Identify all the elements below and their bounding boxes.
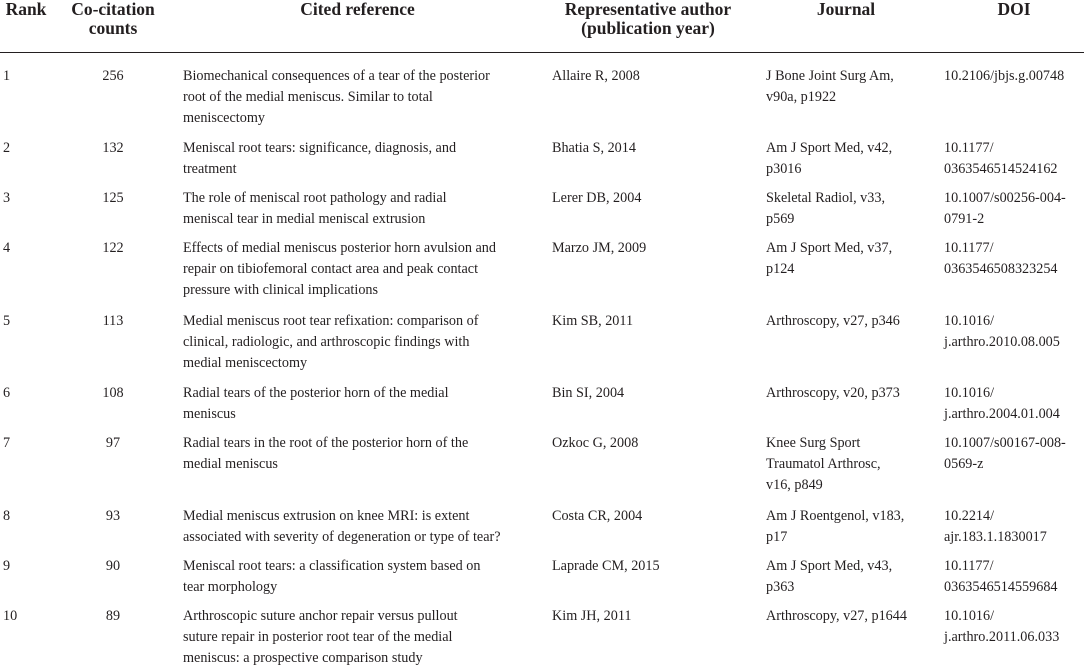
journal-cell bbox=[766, 606, 936, 627]
reference-cell-line: associated with severity of degeneration or type of tear? bbox=[183, 529, 501, 545]
journal-cell bbox=[766, 138, 936, 180]
journal-cell-line: Am J Sport Med, v43, bbox=[766, 558, 893, 574]
doi-cell bbox=[944, 506, 1082, 548]
journal-cell-line: Am J Roentgenol, v183, bbox=[766, 508, 905, 524]
journal-cell bbox=[766, 556, 936, 598]
journal-cell bbox=[766, 238, 936, 280]
reference-cell-line: clinical, radiologic, and arthroscopic findings with bbox=[183, 334, 470, 350]
author-cell: Allaire R, 2008 bbox=[552, 68, 640, 84]
reference-cell bbox=[183, 433, 535, 475]
header-rank: Rank bbox=[5, 0, 47, 19]
counts-cell: 256 bbox=[102, 68, 124, 84]
doi-cell-line: j.arthro.2004.01.004 bbox=[944, 406, 1060, 422]
doi-cell-line: 0363546508323254 bbox=[944, 261, 1058, 277]
counts-cell: 132 bbox=[102, 140, 124, 156]
doi-cell-line: 10.1177/ bbox=[944, 558, 994, 574]
reference-cell bbox=[183, 238, 535, 301]
doi-cell-line: 10.1007/s00256-004- bbox=[944, 190, 1066, 206]
reference-cell bbox=[183, 66, 535, 129]
author-cell: Kim JH, 2011 bbox=[552, 608, 632, 624]
header-author: Representative author (publication year) bbox=[564, 0, 732, 38]
reference-cell bbox=[183, 383, 535, 425]
reference-cell-line: The role of meniscal root pathology and radial bbox=[183, 190, 447, 206]
doi-cell-line: 10.1177/ bbox=[944, 140, 994, 156]
reference-cell bbox=[183, 606, 535, 669]
doi-cell-line: 10.1177/ bbox=[944, 240, 994, 256]
doi-cell-line: 10.1016/ bbox=[944, 385, 995, 401]
author-cell: Marzo JM, 2009 bbox=[552, 240, 647, 256]
reference-cell-line: Effects of medial meniscus posterior horn avulsion and bbox=[183, 240, 496, 256]
reference-cell-line: Radial tears in the root of the posterior horn of the bbox=[183, 435, 469, 451]
journal-cell-line: Knee Surg Sport bbox=[766, 435, 861, 451]
reference-cell-line: medial meniscus bbox=[183, 456, 278, 472]
journal-cell-line: p363 bbox=[766, 579, 795, 595]
reference-cell-line: Biomechanical consequences of a tear of the posterior bbox=[183, 68, 490, 84]
table-header bbox=[0, 0, 1084, 50]
counts-cell: 90 bbox=[105, 558, 121, 574]
doi-cell-line: 0363546514524162 bbox=[944, 161, 1058, 177]
reference-cell-line: Medial meniscus extrusion on knee MRI: is extent bbox=[183, 508, 470, 524]
journal-cell-line: v90a, p1922 bbox=[766, 89, 837, 105]
reference-cell-line: tear morphology bbox=[183, 579, 278, 595]
reference-cell bbox=[183, 556, 535, 598]
journal-cell-line: Am J Sport Med, v37, bbox=[766, 240, 893, 256]
journal-cell-line: Am J Sport Med, v42, bbox=[766, 140, 893, 156]
counts-cell: 108 bbox=[102, 385, 124, 401]
journal-cell-line: p569 bbox=[766, 211, 795, 227]
journal-cell-line: p3016 bbox=[766, 161, 802, 177]
journal-cell-line: p124 bbox=[766, 261, 795, 277]
reference-cell-line: Arthroscopic suture anchor repair versus pullout bbox=[183, 608, 458, 624]
author-cell: Bhatia S, 2014 bbox=[552, 140, 636, 156]
journal-cell-line: p17 bbox=[766, 529, 788, 545]
author-cell: Lerer DB, 2004 bbox=[552, 190, 642, 206]
journal-cell-line: Traumatol Arthrosc, bbox=[766, 456, 881, 472]
journal-cell-line: J Bone Joint Surg Am, bbox=[766, 68, 894, 84]
doi-cell bbox=[944, 138, 1082, 180]
rank-cell: 1 bbox=[3, 68, 11, 84]
rank-cell: 8 bbox=[3, 508, 11, 524]
reference-cell bbox=[183, 188, 535, 230]
author-cell: Bin SI, 2004 bbox=[552, 385, 625, 401]
counts-cell: 93 bbox=[105, 508, 121, 524]
doi-cell-line: 10.1016/ bbox=[944, 313, 995, 329]
reference-cell-line: meniscal tear in medial meniscal extrusion bbox=[183, 211, 426, 227]
doi-cell bbox=[944, 606, 1082, 648]
reference-cell bbox=[183, 138, 535, 180]
reference-cell-line: meniscectomy bbox=[183, 110, 265, 126]
header-doi: DOI bbox=[997, 0, 1031, 19]
doi-cell bbox=[944, 433, 1082, 475]
doi-cell bbox=[944, 238, 1082, 280]
doi-cell-line: j.arthro.2011.06.033 bbox=[944, 629, 1060, 645]
doi-cell-line: 0791-2 bbox=[944, 211, 985, 227]
reference-cell bbox=[183, 506, 535, 548]
journal-cell bbox=[766, 383, 936, 404]
reference-cell-line: repair on tibiofemoral contact area and peak contact bbox=[183, 261, 479, 277]
journal-cell bbox=[766, 506, 936, 548]
reference-cell-line: medial meniscectomy bbox=[183, 355, 308, 371]
rank-cell: 6 bbox=[3, 385, 11, 401]
counts-cell: 122 bbox=[102, 240, 124, 256]
doi-cell-line: 10.2214/ bbox=[944, 508, 995, 524]
doi-cell-line: 10.1016/ bbox=[944, 608, 995, 624]
journal-cell-line: v16, p849 bbox=[766, 477, 823, 493]
reference-cell-line: Meniscal root tears: significance, diagnosis, and bbox=[183, 140, 457, 156]
author-cell: Laprade CM, 2015 bbox=[552, 558, 660, 574]
reference-cell-line: Medial meniscus root tear refixation: comparison of bbox=[183, 313, 479, 329]
counts-cell: 89 bbox=[105, 608, 121, 624]
rank-cell: 2 bbox=[3, 140, 11, 156]
author-cell: Ozkoc G, 2008 bbox=[552, 435, 639, 451]
reference-cell-line: treatment bbox=[183, 161, 237, 177]
journal-cell bbox=[766, 188, 936, 230]
journal-cell bbox=[766, 433, 936, 496]
doi-cell-line: ajr.183.1.1830017 bbox=[944, 529, 1047, 545]
journal-cell-line: Arthroscopy, v27, p1644 bbox=[766, 608, 907, 624]
doi-cell bbox=[944, 188, 1082, 230]
counts-cell: 97 bbox=[105, 435, 121, 451]
author-cell: Kim SB, 2011 bbox=[552, 313, 634, 329]
journal-cell-line: Skeletal Radiol, v33, bbox=[766, 190, 886, 206]
author-cell: Costa CR, 2004 bbox=[552, 508, 643, 524]
reference-cell-line: Meniscal root tears: a classification system based on bbox=[183, 558, 481, 574]
reference-cell-line: meniscus: a prospective comparison study bbox=[183, 650, 423, 666]
reference-cell-line: root of the medial meniscus. Similar to total bbox=[183, 89, 433, 105]
counts-cell: 113 bbox=[102, 313, 124, 329]
doi-cell bbox=[944, 383, 1082, 425]
reference-cell-line: suture repair in posterior root tear of the medial bbox=[183, 629, 453, 645]
journal-cell bbox=[766, 311, 936, 332]
doi-cell-line: j.arthro.2010.08.005 bbox=[944, 334, 1060, 350]
doi-cell bbox=[944, 311, 1082, 353]
rank-cell: 5 bbox=[3, 313, 11, 329]
doi-cell bbox=[944, 556, 1082, 598]
doi-cell-line: 10.1007/s00167-008- bbox=[944, 435, 1066, 451]
doi-cell bbox=[944, 66, 1082, 87]
rank-cell: 9 bbox=[3, 558, 11, 574]
header-journal: Journal bbox=[816, 0, 876, 19]
reference-cell-line: meniscus bbox=[183, 406, 236, 422]
rank-cell: 4 bbox=[3, 240, 11, 256]
counts-cell: 125 bbox=[102, 190, 124, 206]
header-rule bbox=[0, 52, 1084, 53]
journal-cell-line: Arthroscopy, v27, p346 bbox=[766, 313, 900, 329]
rank-cell: 7 bbox=[3, 435, 11, 451]
doi-cell-line: 0569-z bbox=[944, 456, 984, 472]
doi-cell-line: 10.2106/jbjs.g.00748 bbox=[944, 68, 1065, 84]
reference-cell-line: pressure with clinical implications bbox=[183, 282, 379, 298]
journal-cell-line: Arthroscopy, v20, p373 bbox=[766, 385, 900, 401]
reference-cell bbox=[183, 311, 535, 374]
doi-cell-line: 0363546514559684 bbox=[944, 579, 1058, 595]
reference-cell-line: Radial tears of the posterior horn of the medial bbox=[183, 385, 449, 401]
header-counts: Co-citation counts bbox=[71, 0, 155, 38]
journal-cell bbox=[766, 66, 936, 108]
header-reference: Cited reference bbox=[300, 0, 415, 19]
rank-cell: 3 bbox=[3, 190, 11, 206]
rank-cell: 10 bbox=[3, 608, 18, 624]
